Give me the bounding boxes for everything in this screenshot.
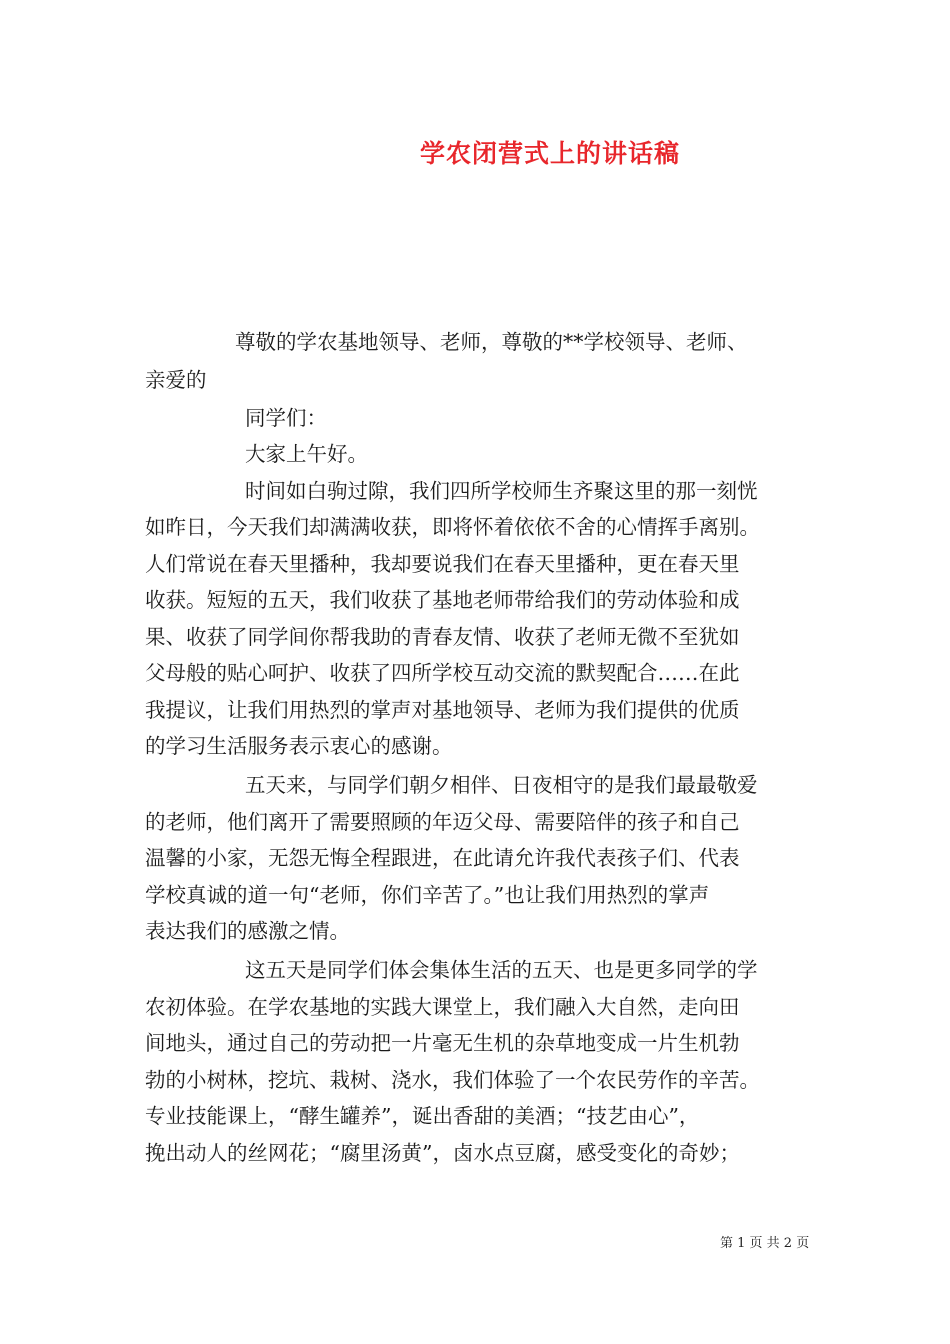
text-line: 的老师，他们离开了需要照顾的年迈父母、需要陪伴的孩子和自己	[145, 810, 740, 834]
text-line: 果、收获了同学间你帮我助的青春友情、收获了老师无微不至犹如	[145, 625, 740, 649]
text-line: 专业技能课上，“酵生罐养”，诞出香甜的美酒；“技艺由心”，	[145, 1104, 700, 1128]
text-line: 温馨的小家，无怨无悔全程跟进，在此请允许我代表孩子们、代表	[145, 846, 740, 870]
text-line: 这五天是同学们体会集体生活的五天、也是更多同学的学	[245, 958, 758, 982]
text-line: 同学们：	[245, 406, 327, 430]
text-line: 人们常说在春天里播种，我却要说我们在春天里播种，更在春天里	[145, 552, 740, 576]
text-line: 挽出动人的丝网花；“腐里汤黄”，卤水点豆腐，感受变化的奇妙；	[145, 1141, 740, 1165]
text-line: 的学习生活服务表示衷心的感谢。	[145, 734, 453, 758]
text-line: 父母般的贴心呵护、收获了四所学校互动交流的默契配合……在此	[145, 661, 740, 685]
text-line: 亲爱的	[145, 368, 207, 392]
document-title	[0, 134, 950, 170]
text-line: 收获。短短的五天，我们收获了基地老师带给我们的劳动体验和成	[145, 588, 740, 612]
text-line: 勃的小树林，挖坑、栽树、浇水，我们体验了一个农民劳作的辛苦。	[145, 1068, 760, 1092]
text-line: 间地头，通过自己的劳动把一片毫无生机的杂草地变成一片生机勃	[145, 1031, 740, 1055]
text-line: 时间如白驹过隙，我们四所学校师生齐聚这里的那一刻恍	[245, 479, 758, 503]
text-line: 五天来，与同学们朝夕相伴、日夜相守的是我们最最敬爱	[245, 773, 758, 797]
title-text: 学农闭营式上的讲话稿	[419, 139, 680, 168]
page-footer: 第 1 页 共 2 页	[720, 1236, 810, 1251]
text-line: 我提议，让我们用热烈的掌声对基地领导、老师为我们提供的优质	[145, 698, 740, 722]
text-line: 农初体验。在学农基地的实践大课堂上，我们融入大自然，走向田	[145, 995, 740, 1019]
text-line: 尊敬的学农基地领导、老师，尊敬的**学校领导、老师、	[235, 330, 748, 354]
text-line: 表达我们的感激之情。	[145, 919, 350, 943]
text-line: 如昨日，今天我们却满满收获，即将怀着依依不舍的心情挥手离别。	[145, 515, 760, 539]
text-line: 学校真诚的道一句“老师，你们辛苦了。”也让我们用热烈的掌声	[145, 883, 710, 907]
text-line: 大家上午好。	[245, 442, 368, 466]
